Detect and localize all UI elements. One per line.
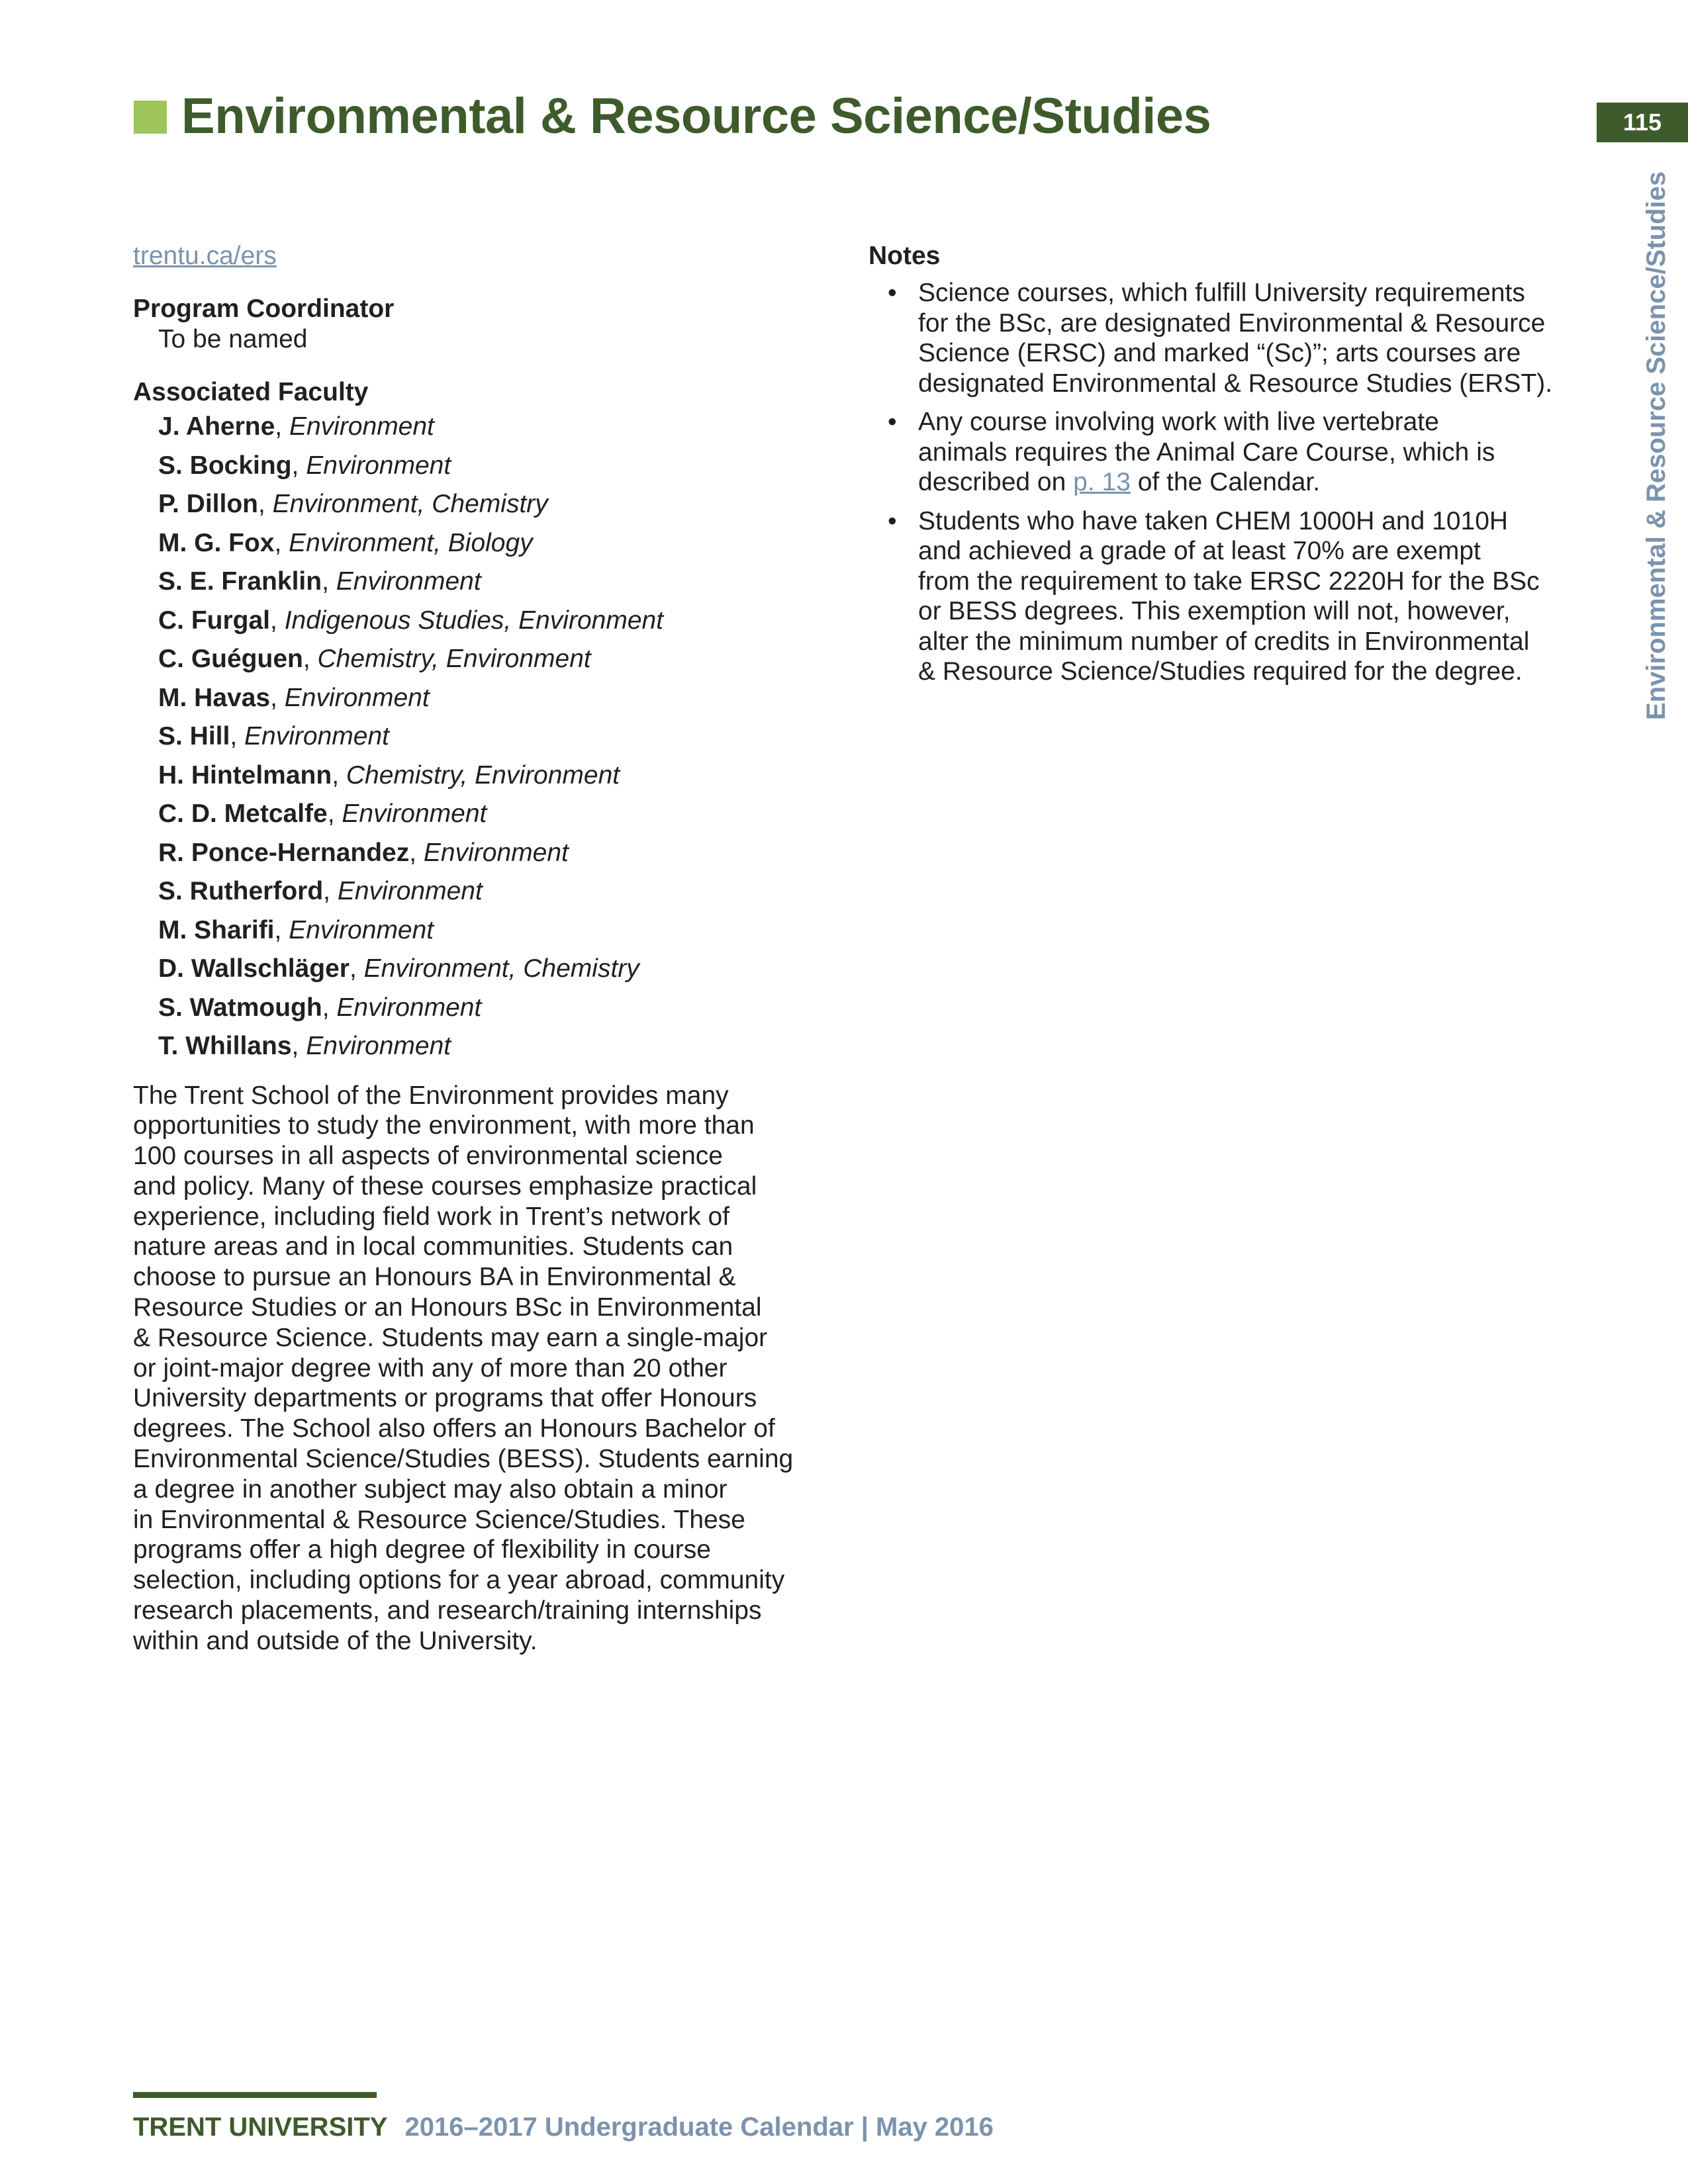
faculty-separator: ,	[274, 915, 289, 944]
faculty-separator: ,	[275, 412, 289, 441]
faculty-item	[158, 602, 835, 641]
intro-line: or joint-major degree with any of more than 20 other	[133, 1353, 727, 1383]
faculty-department: Environment	[342, 799, 487, 828]
faculty-separator: ,	[303, 645, 318, 673]
faculty-name: C. Guéguen	[158, 645, 303, 673]
intro-line: 100 courses in all aspects of environmental science	[133, 1142, 723, 1171]
faculty-name: C. Furgal	[158, 606, 271, 635]
coordinator-heading: Program Coordinator	[133, 295, 395, 323]
bullet-icon: •	[888, 279, 897, 307]
faculty-item	[158, 950, 835, 989]
footer-university: TRENT UNIVERSITY	[133, 2113, 388, 2142]
notes-heading: Notes	[868, 242, 941, 270]
faculty-name: R. Ponce-Hernandez	[158, 838, 410, 867]
note-line: or BESS degrees. This exemption will not, however,	[918, 597, 1511, 625]
faculty-separator: ,	[322, 567, 336, 596]
faculty-heading: Associated Faculty	[133, 378, 369, 406]
faculty-name: T. Whillans	[158, 1032, 292, 1060]
faculty-item	[158, 717, 835, 756]
page-reference-link[interactable]: p. 13	[1073, 468, 1131, 496]
faculty-department: Chemistry, Environment	[346, 760, 620, 790]
faculty-separator: ,	[322, 993, 337, 1022]
intro-line: Environmental Science/Studies (BESS). Students earning	[133, 1445, 794, 1474]
faculty-department: Environment	[244, 722, 389, 751]
intro-line: research placements, and research/training internships	[133, 1596, 762, 1625]
note-line: & Resource Science/Studies required for the degree.	[918, 657, 1523, 686]
note-line: designated Environmental & Resource Studies (ERST).	[918, 369, 1553, 398]
faculty-item	[158, 408, 835, 447]
notes-list	[868, 278, 1570, 687]
note-item	[888, 278, 1570, 398]
faculty-department: Environment, Chemistry	[363, 954, 639, 983]
note-line: Science courses, which fulfill University requirements	[918, 279, 1525, 307]
left-column	[133, 241, 835, 1657]
page-title: Environmental & Resource Science/Studies	[181, 88, 1211, 144]
faculty-item	[158, 872, 835, 911]
intro-line: in Environmental & Resource Science/Studies. These	[133, 1505, 745, 1534]
faculty-name: D. Wallschläger	[158, 954, 350, 983]
intro-line: opportunities to study the environment, with more than	[133, 1111, 755, 1140]
faculty-separator: ,	[291, 1032, 306, 1060]
note-line: Any course involving work with live vertebrate	[918, 408, 1439, 436]
footer-calendar: 2016–2017 Undergraduate Calendar | May 2016	[404, 2113, 994, 2142]
faculty-department: Environment	[423, 838, 569, 867]
faculty-separator: ,	[349, 954, 364, 983]
faculty-department: Environment, Biology	[289, 528, 533, 557]
note-line: Students who have taken CHEM 1000H and 1010H	[918, 506, 1509, 535]
faculty-separator: ,	[332, 760, 346, 790]
program-website-link[interactable]: trentu.ca/ers	[133, 242, 277, 270]
faculty-department: Environment	[306, 1032, 451, 1060]
intro-line: Resource Studies or an Honours BSc in Environmental	[133, 1293, 762, 1322]
note-item	[888, 506, 1570, 687]
faculty-name: S. Rutherford	[158, 877, 324, 905]
faculty-separator: ,	[323, 877, 338, 905]
faculty-department: Environment	[289, 915, 434, 944]
intro-line: within and outside of the University.	[133, 1626, 538, 1655]
faculty-department: Environment	[336, 993, 482, 1022]
intro-line: The Trent School of the Environment provides many	[133, 1081, 729, 1110]
faculty-name: P. Dillon	[158, 490, 258, 518]
title-square-icon	[134, 101, 167, 134]
faculty-separator: ,	[327, 799, 342, 828]
faculty-item	[158, 834, 835, 873]
faculty-name: C. D. Metcalfe	[158, 799, 328, 828]
faculty-name: S. Bocking	[158, 451, 292, 480]
faculty-item	[158, 524, 835, 563]
note-text: of the Calendar.	[1130, 468, 1321, 496]
faculty-separator: ,	[230, 722, 245, 751]
faculty-department: Environment	[337, 877, 483, 905]
note-line	[918, 467, 1570, 498]
faculty-item	[158, 1027, 835, 1066]
right-column	[868, 241, 1570, 696]
faculty-name: H. Hintelmann	[158, 760, 332, 790]
intro-line: degrees. The School also offers an Honours Bachelor of	[133, 1414, 775, 1443]
faculty-list	[133, 408, 835, 1066]
faculty-name: S. Watmough	[158, 993, 322, 1022]
intro-line: programs offer a high degree of flexibility in course	[133, 1535, 711, 1565]
faculty-item	[158, 756, 835, 796]
faculty-item	[158, 795, 835, 834]
faculty-name: M. Havas	[158, 683, 271, 712]
faculty-department: Environment, Chemistry	[272, 490, 548, 518]
faculty-item	[158, 640, 835, 679]
bullet-icon: •	[888, 506, 897, 535]
footer-rule	[133, 2092, 377, 2098]
faculty-item	[158, 485, 835, 524]
intro-line: & Resource Science. Students may earn a single-major	[133, 1323, 768, 1352]
page-number: 115	[1597, 103, 1688, 142]
bullet-icon: •	[888, 408, 897, 436]
running-head: Environmental & Resource Science/Studies	[1642, 171, 1671, 720]
faculty-separator: ,	[274, 528, 289, 557]
faculty-item	[158, 911, 835, 950]
intro-paragraph	[133, 1081, 835, 1657]
faculty-separator: ,	[258, 490, 273, 518]
faculty-name: J. Aherne	[158, 412, 275, 441]
intro-line: University departments or programs that offer Honours	[133, 1384, 757, 1413]
faculty-department: Environment	[306, 451, 451, 480]
intro-line: choose to pursue an Honours BA in Environmental &	[133, 1263, 736, 1292]
note-line: alter the minimum number of credits in Environmental	[918, 627, 1530, 656]
note-line: and achieved a grade of at least 70% are exempt	[918, 537, 1481, 565]
faculty-item	[158, 447, 835, 486]
faculty-separator: ,	[270, 683, 285, 712]
note-item	[888, 407, 1570, 498]
faculty-name: M. Sharifi	[158, 915, 275, 944]
intro-line: nature areas and in local communities. Students can	[133, 1232, 733, 1261]
faculty-item	[158, 989, 835, 1028]
faculty-name: M. G. Fox	[158, 528, 275, 557]
note-line: Science (ERSC) and marked “(Sc)”; arts courses are	[918, 339, 1521, 367]
intro-line: experience, including field work in Trent’s network of	[133, 1202, 730, 1231]
faculty-department: Chemistry, Environment	[317, 645, 591, 673]
intro-line: selection, including options for a year abroad, community	[133, 1566, 785, 1595]
note-line: from the requirement to take ERSC 2220H for the BSc	[918, 567, 1540, 596]
faculty-item	[158, 563, 835, 602]
faculty-department: Indigenous Studies, Environment	[284, 606, 664, 635]
faculty-separator: ,	[270, 606, 285, 635]
faculty-name: S. E. Franklin	[158, 567, 322, 596]
faculty-name: S. Hill	[158, 722, 230, 751]
intro-line: a degree in another subject may also obtain a minor	[133, 1475, 727, 1504]
coordinator-name: To be named	[158, 325, 308, 353]
faculty-item	[158, 679, 835, 718]
footer	[133, 2113, 994, 2142]
intro-line: and policy. Many of these courses emphasize practical	[133, 1171, 757, 1201]
faculty-separator: ,	[409, 838, 424, 867]
note-text: described on	[918, 468, 1074, 496]
faculty-department: Environment	[284, 683, 430, 712]
note-line: animals requires the Animal Care Course, which is	[918, 437, 1495, 467]
note-line: for the BSc, are designated Environmental & Resource	[918, 308, 1546, 338]
faculty-department: Environment	[289, 412, 434, 441]
faculty-separator: ,	[291, 451, 306, 480]
faculty-department: Environment	[336, 567, 481, 596]
